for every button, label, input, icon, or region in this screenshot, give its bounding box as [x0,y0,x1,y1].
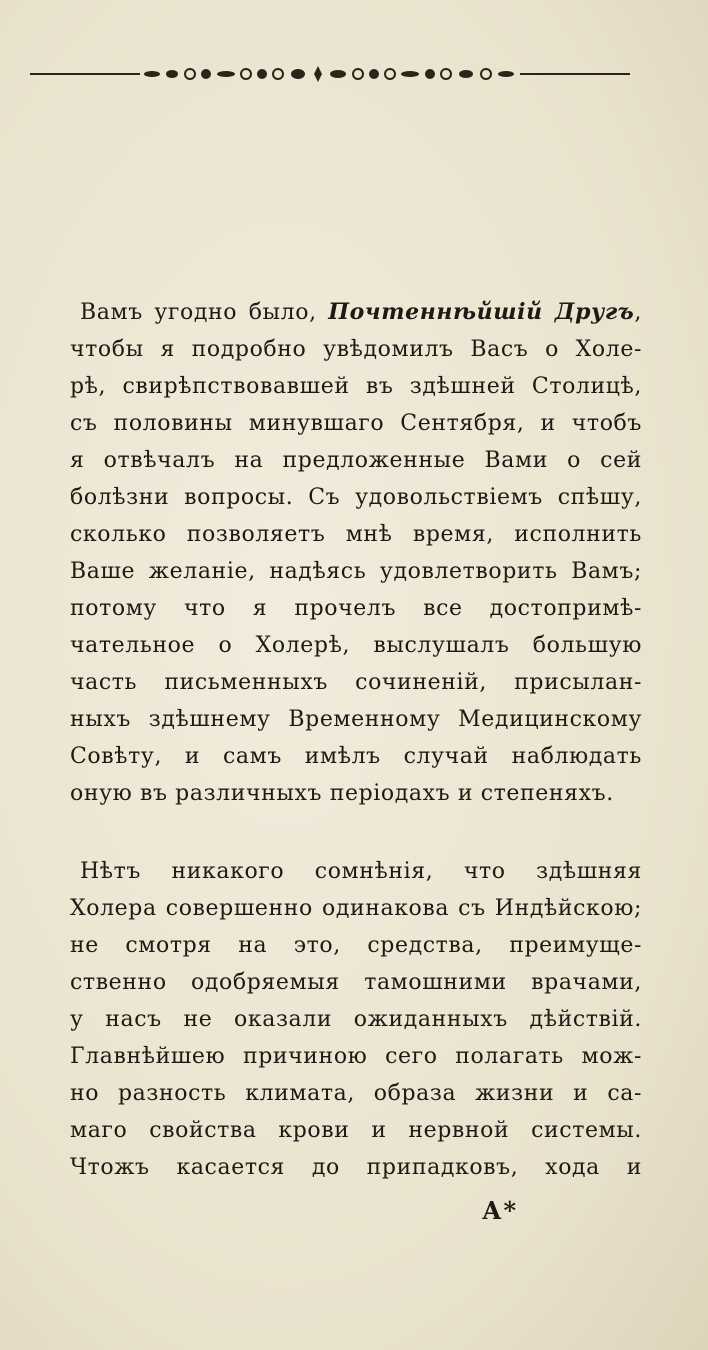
text-line: сколько позволяетъ мнѣ время, исполнить [70,522,642,547]
addressee: Почтеннѣйшій Другъ [328,299,635,325]
paragraph-2 [70,853,642,1186]
signature-mark: А* [482,1196,519,1225]
text-line: у насъ не оказали ожиданныхъ дѣйствій. [70,1007,642,1032]
text-line: оную въ различныхъ періодахъ и степеняхъ. [70,781,614,806]
text-line: чтобы я подробно увѣдомилъ Васъ о Холе- [70,337,642,362]
paragraph-1 [70,294,642,812]
text-line: я отвѣчалъ на предложенные Вами о сей [70,448,642,473]
text-line: Главнѣйшею причиною сего полагать мож- [70,1044,642,1069]
text-line: Чтожъ касается до припадковъ, хода и [70,1155,642,1180]
text-line: Вамъ угодно было, Почтеннѣйшій Другъ, [80,299,642,325]
text-line: Холера совершенно одинакова съ Индѣйскою; [70,896,642,921]
text-line: часть письменныхъ сочиненій, присылан- [70,670,642,695]
text-line: но разность климата, образа жизни и са- [70,1081,642,1106]
text-line: потому что я прочелъ все достопримѣ- [70,596,642,621]
text-line: чательное о Холерѣ, выслушалъ большую [70,633,642,658]
ornamental-divider [30,64,630,84]
text-line: рѣ, свирѣпствовавшей въ здѣшней Столицѣ, [70,374,642,399]
text-line: Ваше желаніе, надѣясь удовлетворить Вамъ; [70,559,642,584]
text-line: не смотря на это, средства, преимуще- [70,933,642,958]
text-line: съ половины минувшаго Сентября, и чтобъ [70,411,642,436]
text-line: Совѣту, и самъ имѣлъ случай наблюдать [70,744,642,769]
text-line: маго свойства крови и нервной системы. [70,1118,642,1143]
text-line: болѣзни вопросы. Съ удовольствіемъ спѣшу, [70,485,642,510]
text-line: ственно одобряемыя тамошними врачами, [70,970,642,995]
text-line: Нѣтъ никакого сомнѣнія, что здѣшняя [80,859,642,884]
text-line: ныхъ здѣшнему Временному Медицинскому [70,707,642,732]
